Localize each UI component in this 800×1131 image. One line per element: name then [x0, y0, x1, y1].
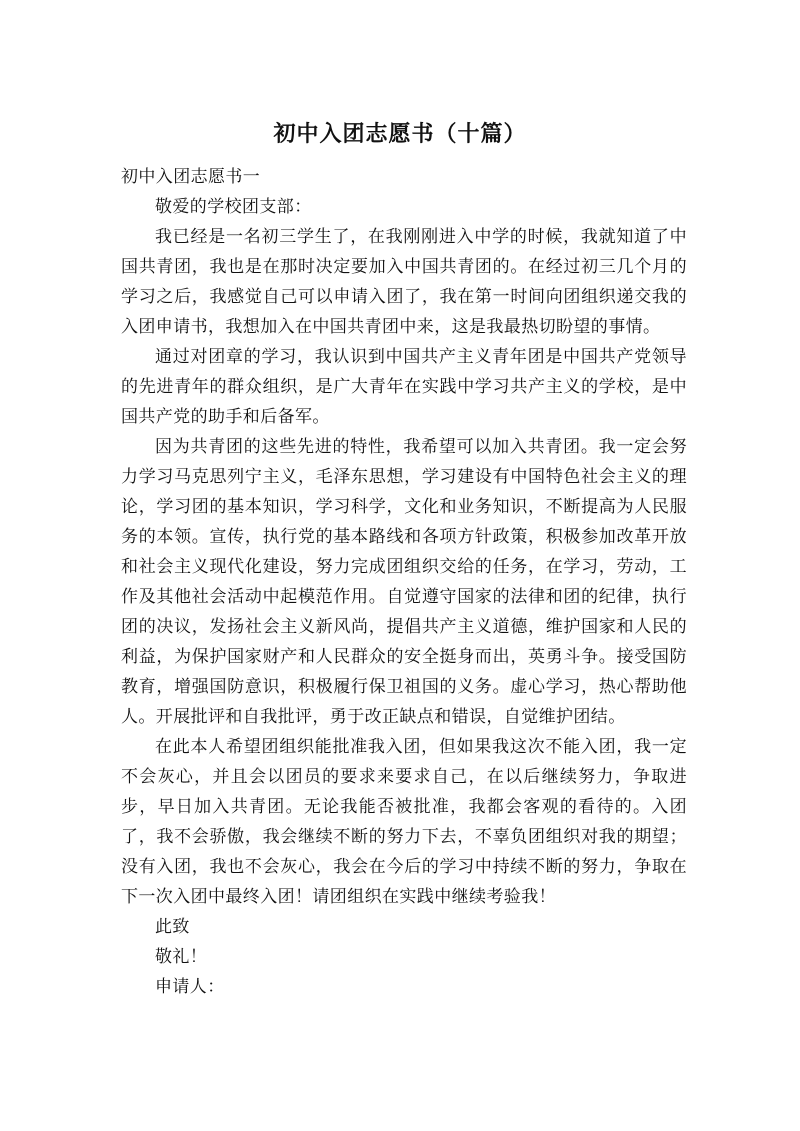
paragraph-2: 通过对团章的学习，我认识到中国共产主义青年团是中国共产党领导的先进青年的群众组织，是广大青年在实践中学习共产主义的学校，是中国共产党的助手和后备军。	[121, 347, 687, 427]
section-heading: 初中入团志愿书一	[121, 167, 261, 187]
paragraph-3: 因为共青团的这些先进的特性，我希望可以加入共青团。我一定会努力学习马克思列宁主义，毛泽东思想，学习建设有中国特色社会主义的理论，学习团的基本知识，学习科学，文化和业务知识，不断提高为人民服务的本领。宣传，执行党的基本路线和各项方针政策，积极参加改革开放和社会主义现代化建设，努力完成团组织交给的任务，在学习，劳动，工作及其他社会活动中起模范作用。自觉遵守国家的法律和团的纪律，执行团的决议，发扬社会主义新风尚，提倡共产主义道德，维护国家和人民的利益，为保护国家财产和人民群众的安全挺身而出，英勇斗争。接受国防教育，增强国防意识，积极履行保卫祖国的义务。虚心学习，热心帮助他人。开展批评和自我批评，勇于改正缺点和错误，自觉维护团结。	[121, 437, 687, 727]
closing-line-2: 敬礼！	[155, 947, 208, 967]
closing-line-1: 此致	[155, 917, 190, 937]
signature-label: 申请人：	[155, 977, 225, 997]
paragraph-1: 我已经是一名初三学生了，在我刚刚进入中学的时候，我就知道了中国共青团，我也是在那时决定要加入中国共青团的。在经过初三几个月的学习之后，我感觉自己可以申请入团了，我在第一时间向团组织递交我的入团申请书，我想加入在中国共青团中来，这是我最热切盼望的事情。	[121, 227, 687, 337]
document-title: 初中入团志愿书（十篇）	[273, 122, 527, 147]
salutation: 敬爱的学校团支部：	[155, 197, 312, 217]
document-body	[121, 162, 687, 1002]
paragraph-4: 在此本人希望团组织能批准我入团，但如果我这次不能入团，我一定不会灰心，并且会以团员的要求来要求自己，在以后继续努力，争取进步，早日加入共青团。无论我能否被批准，我都会客观的看待的。入团了，我不会骄傲，我会继续不断的努力下去，不辜负团组织对我的期望；没有入团，我也不会灰心，我会在今后的学习中持续不断的努力，争取在下一次入团中最终入团！请团组织在实践中继续考验我！	[121, 737, 687, 907]
